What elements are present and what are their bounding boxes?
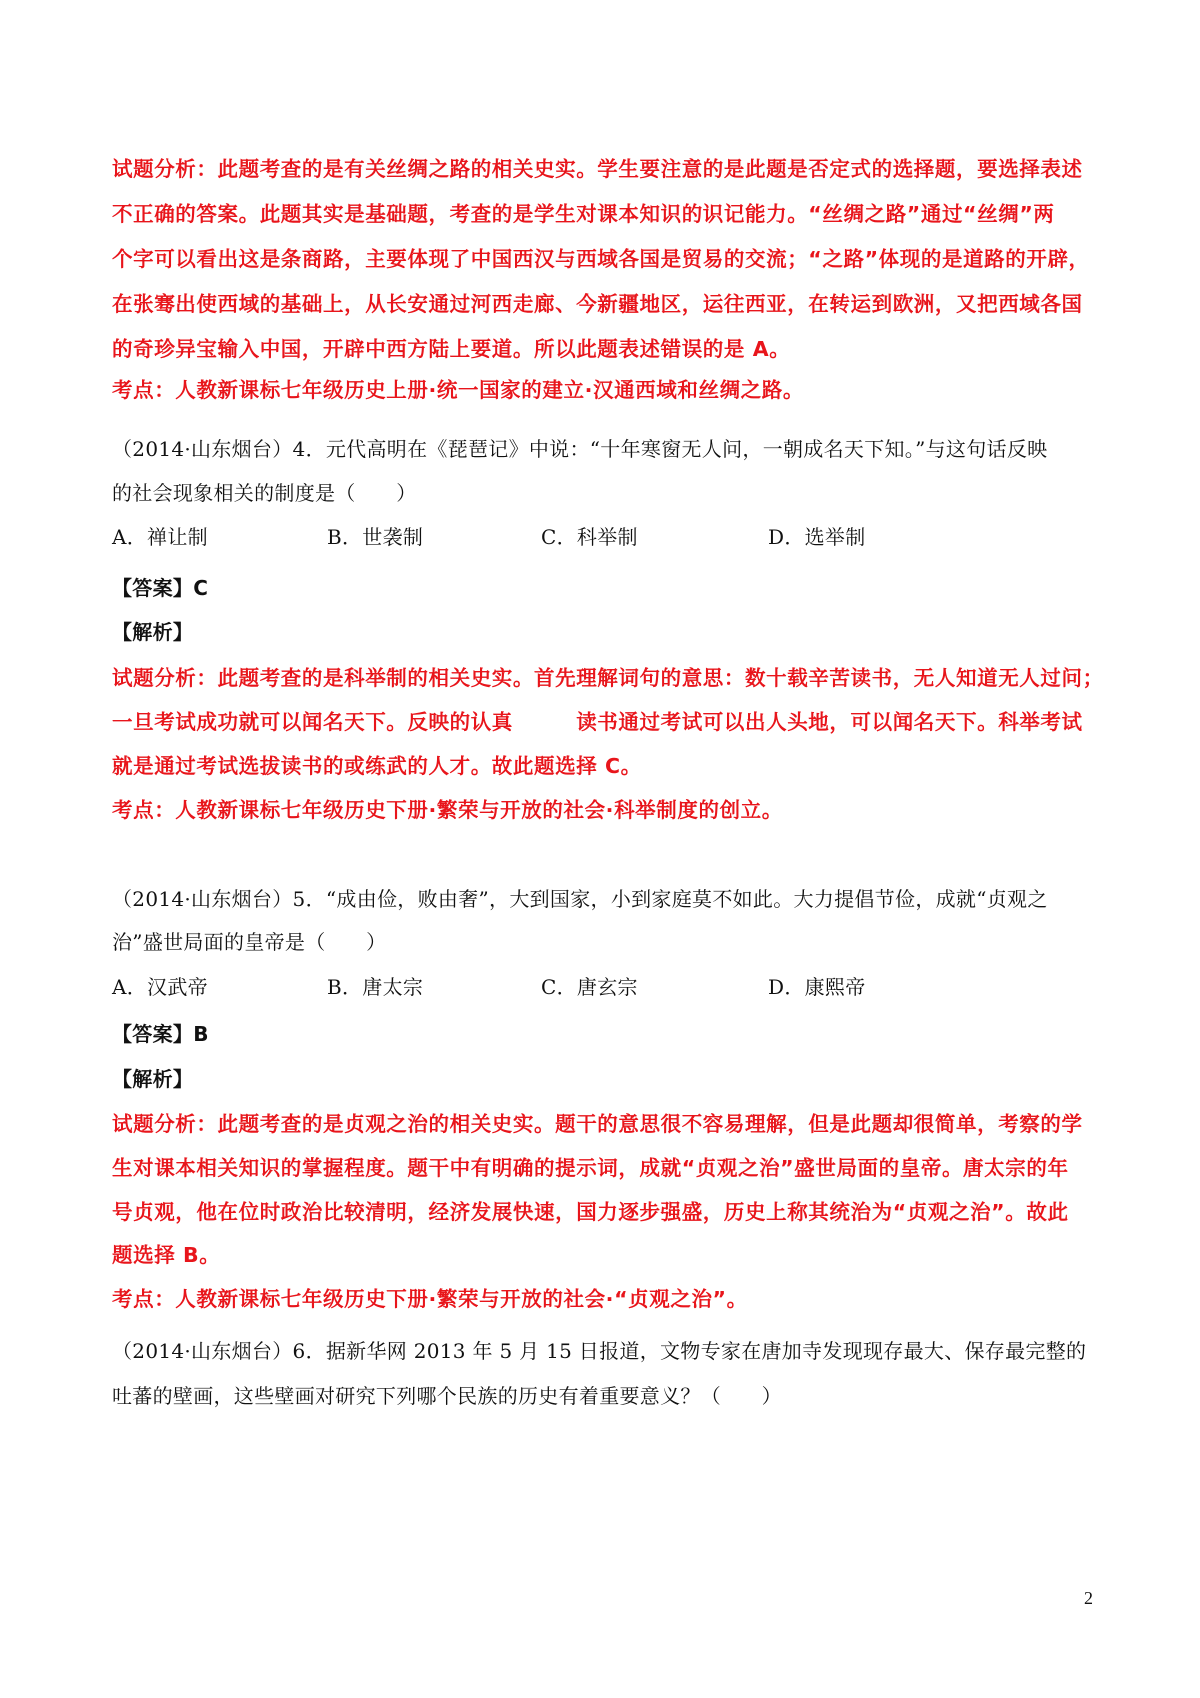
q4-analysis-line: 一旦考试成功就可以闻名天下。反映的认真 读书通过考试可以出人头地，可以闻名天下。科举考试 [112,710,1083,734]
q3-analysis-line: 个字可以看出这是条商路，主要体现了中国西汉与西域各国是贸易的交流；“之路”体现的是道路的开辟， [112,247,1090,271]
q4-stem-line: （2014·山东烟台）4．元代高明在《琵琶记》中说：“十年寒窗无人问，一朝成名天下知。”与这句话反映 [112,437,1048,461]
q4-option-d: D．选举制 [768,525,866,549]
q3-kaodian: 考点：人教新课标七年级历史上册·统一国家的建立·汉通西域和丝绸之路。 [112,378,804,402]
q6-stem-line: （2014·山东烟台）6．据新华网 2013 年 5 月 15 日报道，文物专家在唐加寺发现现存最大、保存最完整的 [112,1339,1087,1363]
q4-analysis-line: 试题分析：此题考查的是科举制的相关史实。首先理解词句的意思：数十载辛苦读书，无人知道无人过问； [112,666,1104,690]
q5-option-b: B．唐太宗 [327,975,424,999]
q4-option-c: C．科举制 [541,525,638,549]
page-number: 2 [1084,1588,1093,1608]
q5-analysis-line: 生对课本相关知识的掌握程度。题干中有明确的提示词，成就“贞观之治”盛世局面的皇帝。唐太宗的年 [112,1156,1069,1180]
q4-analysis-line: 就是通过考试选拔读书的或练武的人才。故此题选择 C。 [112,754,642,778]
q5-analysis-line: 号贞观，他在位时政治比较清明，经济发展快速，国力逐步强盛，历史上称其统治为“贞观之治”。故此 [112,1200,1069,1224]
q5-analysis-label: 【解析】 [112,1067,194,1091]
q5-option-d: D．康熙帝 [768,975,866,999]
q6-stem-line: 吐蕃的壁画，这些壁画对研究下列哪个民族的历史有着重要意义？（ ） [112,1384,782,1408]
q3-analysis-line: 不正确的答案。此题其实是基础题，考查的是学生对课本知识的识记能力。“丝绸之路”通过“丝绸”两 [112,202,1055,226]
q4-stem-line: 的社会现象相关的制度是（ ） [112,481,417,505]
q5-answer: 【答案】B [112,1022,209,1046]
q5-analysis-line: 试题分析：此题考查的是贞观之治的相关史实。题干的意思很不容易理解，但是此题却很简单，考察的学 [112,1112,1083,1136]
q4-answer: 【答案】C [112,576,209,600]
q4-kaodian: 考点：人教新课标七年级历史下册·繁荣与开放的社会·科举制度的创立。 [112,798,783,822]
q5-option-a: A．汉武帝 [112,975,208,999]
q3-analysis-line: 的奇珍异宝输入中国，开辟中西方陆上要道。所以此题表述错误的是 A。 [112,337,791,361]
q5-kaodian: 考点：人教新课标七年级历史下册·繁荣与开放的社会·“贞观之治”。 [112,1287,748,1311]
q3-analysis-line: 在张骞出使西域的基础上，从长安通过河西走廊、今新疆地区，运往西亚，在转运到欧洲，又把西域各国 [112,292,1083,316]
q5-option-c: C．唐玄宗 [541,975,638,999]
q5-stem-line: （2014·山东烟台）5．“成由俭，败由奢”，大到国家，小到家庭莫不如此。大力提倡节俭，成就“贞观之 [112,887,1048,911]
q5-analysis-line: 题选择 B。 [112,1243,221,1267]
q5-stem-line: 治”盛世局面的皇帝是（ ） [112,930,387,954]
q4-analysis-label: 【解析】 [112,620,194,644]
q4-option-b: B．世袭制 [327,525,424,549]
q3-analysis-line: 试题分析：此题考查的是有关丝绸之路的相关史实。学生要注意的是此题是否定式的选择题，要选择表述 [112,157,1083,181]
q4-option-a: A．禅让制 [112,525,208,549]
